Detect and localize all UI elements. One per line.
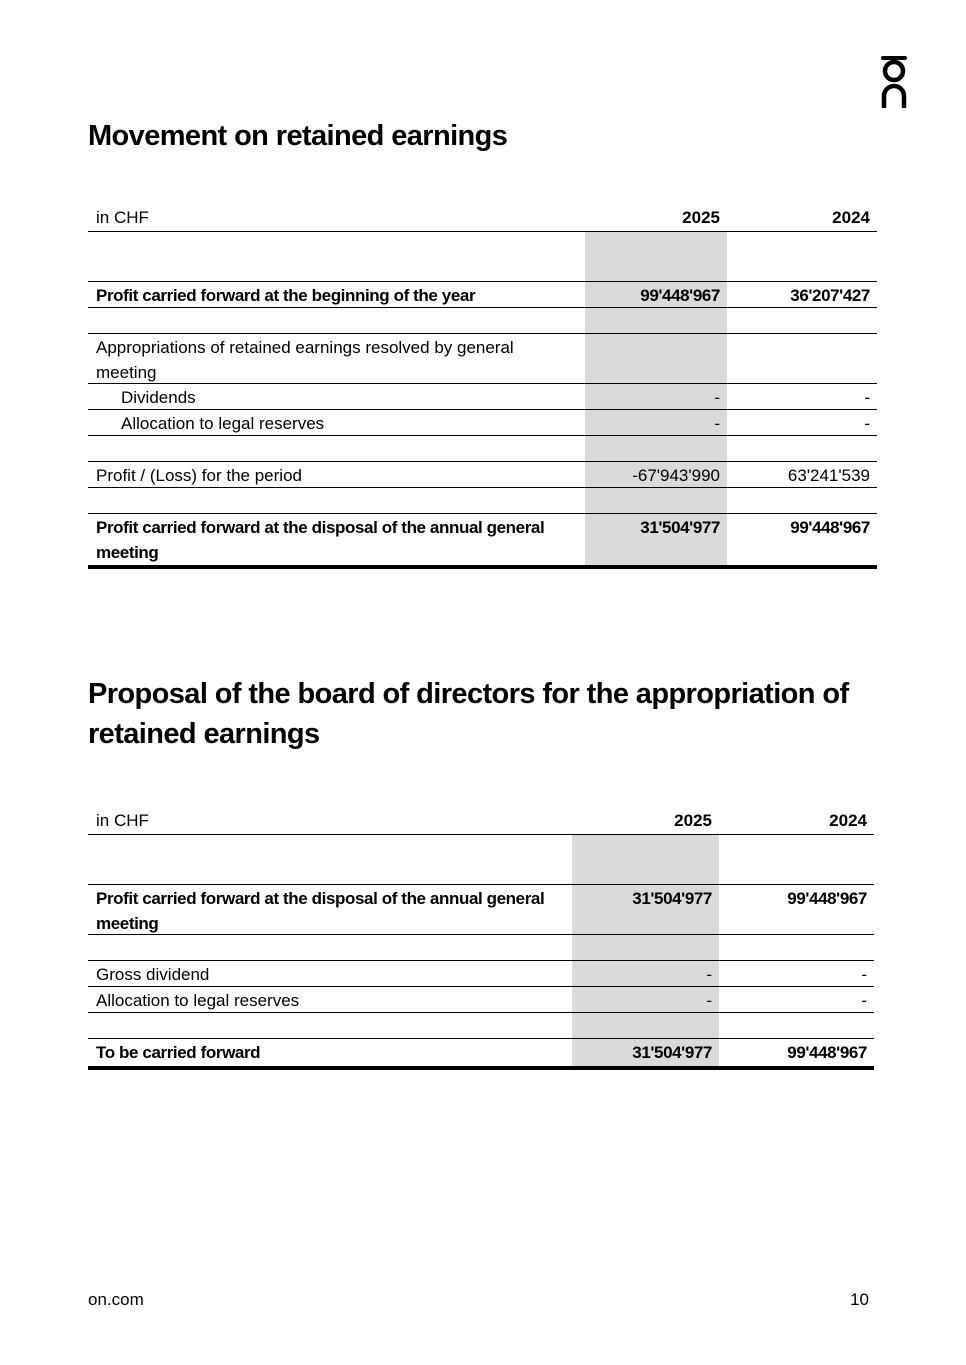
value-2024: 99'448'967 bbox=[787, 1043, 867, 1062]
value-2025: - bbox=[585, 410, 727, 435]
value-2025: 31'504'977 bbox=[572, 885, 719, 934]
table-row bbox=[88, 961, 874, 987]
footer-site-link[interactable]: on.com bbox=[88, 1290, 144, 1309]
spacer-row bbox=[88, 1013, 874, 1039]
value-2025: -67'943'990 bbox=[585, 462, 727, 487]
on-logo-icon bbox=[878, 56, 910, 112]
value-2025: - bbox=[585, 384, 727, 409]
value-2024: 99'448'967 bbox=[790, 518, 870, 537]
page-number: 10 bbox=[850, 1290, 869, 1309]
currency-label: in CHF bbox=[96, 208, 149, 227]
value-2024: - bbox=[861, 965, 867, 984]
section2-title: Proposal of the board of directors for the appropriation of retained earnings bbox=[88, 678, 849, 750]
currency-label: in CHF bbox=[96, 811, 149, 830]
spacer-row bbox=[88, 935, 874, 961]
row-label: Allocation to legal reserves bbox=[121, 414, 325, 433]
year-2025-header: 2025 bbox=[674, 811, 712, 830]
table-header-row bbox=[88, 807, 874, 835]
table-header-row bbox=[88, 204, 877, 232]
row-label: Profit carried forward at the disposal of the annual general meeting bbox=[96, 518, 545, 562]
row-label: To be carried forward bbox=[96, 1043, 261, 1062]
section1-title: Movement on retained earnings bbox=[88, 120, 508, 152]
appropriation-proposal-table bbox=[88, 807, 874, 1070]
row-label: Profit carried forward at the beginning of the year bbox=[96, 286, 476, 305]
table-row bbox=[88, 462, 877, 488]
table-row bbox=[88, 282, 877, 308]
row-label: Profit carried forward at the disposal of the annual general meeting bbox=[96, 889, 545, 933]
row-label: Profit / (Loss) for the period bbox=[96, 466, 302, 485]
spacer-row bbox=[88, 232, 877, 282]
row-label: Appropriations of retained earnings resolved by general meeting bbox=[96, 338, 514, 382]
table-row bbox=[88, 987, 874, 1013]
table-row bbox=[88, 514, 877, 569]
value-2024: - bbox=[864, 414, 870, 433]
spacer-row bbox=[88, 308, 877, 334]
value-2025: 31'504'977 bbox=[572, 1039, 719, 1066]
year-2024-header: 2024 bbox=[832, 208, 870, 227]
spacer-row bbox=[88, 835, 874, 885]
row-label: Dividends bbox=[121, 388, 196, 407]
table-row bbox=[88, 885, 874, 935]
spacer-row bbox=[88, 488, 877, 514]
table-row bbox=[88, 334, 877, 384]
value-2024: 63'241'539 bbox=[787, 466, 870, 485]
value-2025: 99'448'967 bbox=[585, 282, 727, 307]
table-row bbox=[88, 1039, 874, 1070]
value-2024: 99'448'967 bbox=[787, 889, 867, 908]
row-label: Gross dividend bbox=[96, 965, 210, 984]
retained-earnings-table bbox=[88, 204, 877, 569]
value-2024: - bbox=[864, 388, 870, 407]
year-2025-header: 2025 bbox=[682, 208, 720, 227]
year-2024-header: 2024 bbox=[829, 811, 867, 830]
value-2024: 36'207'427 bbox=[790, 286, 870, 305]
spacer-row bbox=[88, 436, 877, 462]
row-label: Allocation to legal reserves bbox=[96, 991, 300, 1010]
value-2025: - bbox=[572, 961, 719, 986]
value-2025: - bbox=[572, 987, 719, 1012]
value-2025: 31'504'977 bbox=[585, 514, 727, 565]
value-2024: - bbox=[861, 991, 867, 1010]
table-row bbox=[88, 410, 877, 436]
table-row bbox=[88, 384, 877, 410]
